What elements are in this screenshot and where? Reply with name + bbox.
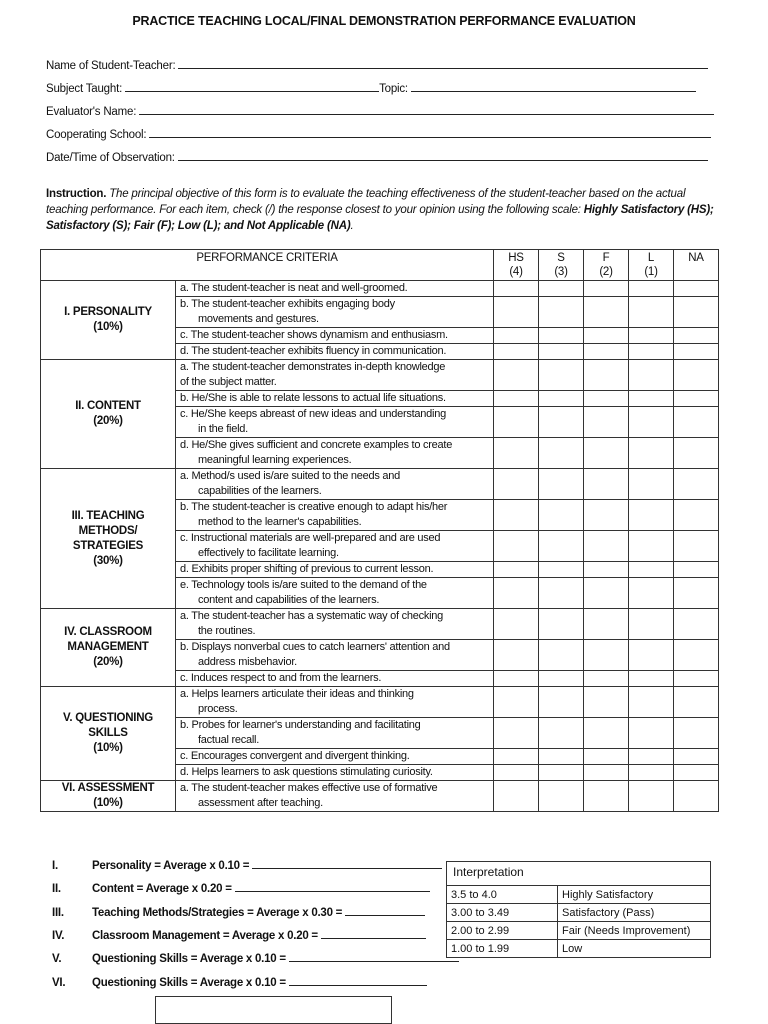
instruction-end: . <box>350 220 354 232</box>
rating-cell-na[interactable] <box>674 500 719 531</box>
rating-cell-s[interactable] <box>539 500 584 531</box>
rating-cell-l[interactable] <box>629 640 674 671</box>
student-teacher-line[interactable] <box>178 57 708 69</box>
rating-cell-s[interactable] <box>539 281 584 297</box>
rating-cell-l[interactable] <box>629 749 674 765</box>
criteria-item <box>176 765 494 781</box>
rating-cell-f[interactable] <box>584 562 629 578</box>
criteria-text: c. Encourages convergent and divergent thinking. <box>180 750 410 762</box>
criteria-item <box>176 407 494 438</box>
rating-cell-hs[interactable] <box>494 407 539 438</box>
criteria-text: b. The student-teacher is creative enough to adapt his/her <box>180 501 448 513</box>
summary-number: V. <box>52 953 62 966</box>
rating-cell-l[interactable] <box>629 578 674 609</box>
instruction-paragraph <box>46 186 722 234</box>
rating-cell-na[interactable] <box>674 469 719 500</box>
rating-cell-hs[interactable] <box>494 500 539 531</box>
rating-cell-f[interactable] <box>584 671 629 687</box>
rating-cell-hs[interactable] <box>494 609 539 640</box>
criteria-text-continued: factual recall. <box>198 734 260 746</box>
cooperating-school-field <box>46 126 711 141</box>
rating-cell-s[interactable] <box>539 469 584 500</box>
criteria-item <box>176 749 494 765</box>
category-label: I. PERSONALITY (10%) <box>41 281 176 360</box>
criteria-text: a. Method/s used is/are suited to the needs and <box>180 470 401 482</box>
rating-value: (3) <box>554 266 568 278</box>
rating-cell-na[interactable] <box>674 562 719 578</box>
subject-taught-line[interactable] <box>125 80 379 92</box>
date-time-line[interactable] <box>178 149 708 161</box>
rating-code: F <box>602 252 610 264</box>
criteria-text-continued: in the field. <box>198 423 248 435</box>
rating-code: L <box>647 252 655 264</box>
summary-number: III. <box>52 906 64 919</box>
interpretation-range: 2.00 to 2.99 <box>447 922 558 940</box>
criteria-text-continued: address misbehavior. <box>198 656 297 668</box>
rating-cell-hs[interactable] <box>494 765 539 781</box>
criteria-row <box>41 281 719 297</box>
evaluator-label: Evaluator's Name: <box>46 106 137 118</box>
rating-cell-f[interactable] <box>584 344 629 360</box>
rating-cell-hs[interactable] <box>494 578 539 609</box>
rating-cell-s[interactable] <box>539 781 584 812</box>
rating-cell-na[interactable] <box>674 281 719 297</box>
rating-cell-l[interactable] <box>629 671 674 687</box>
rating-cell-l[interactable] <box>629 281 674 297</box>
criteria-text: d. The student-teacher exhibits fluency in communication. <box>180 345 447 357</box>
criteria-text-continued: assessment after teaching. <box>198 797 323 809</box>
criteria-item <box>176 671 494 687</box>
topic-label: Topic: <box>379 83 408 95</box>
criteria-text-continued: method to the learner's capabilities. <box>198 516 362 528</box>
student-teacher-field <box>46 57 708 72</box>
criteria-row <box>41 609 719 640</box>
interpretation-meaning: Low <box>558 940 711 958</box>
interpretation-range: 1.00 to 1.99 <box>447 940 558 958</box>
rating-cell-l[interactable] <box>629 438 674 469</box>
interpretation-box <box>446 861 711 958</box>
rating-value: (4) <box>509 266 523 278</box>
rating-cell-s[interactable] <box>539 640 584 671</box>
rating-cell-l[interactable] <box>629 687 674 718</box>
rating-cell-l[interactable] <box>629 328 674 344</box>
criteria-row <box>41 360 719 391</box>
rating-cell-l[interactable] <box>629 391 674 407</box>
rating-cell-na[interactable] <box>674 671 719 687</box>
date-time-label: Date/Time of Observation: <box>46 152 175 164</box>
rating-cell-s[interactable] <box>539 562 584 578</box>
rating-cell-s[interactable] <box>539 578 584 609</box>
rating-cell-f[interactable] <box>584 578 629 609</box>
rating-cell-hs[interactable] <box>494 531 539 562</box>
rating-cell-f[interactable] <box>584 328 629 344</box>
rating-cell-s[interactable] <box>539 531 584 562</box>
rating-cell-na[interactable] <box>674 438 719 469</box>
rating-cell-l[interactable] <box>629 609 674 640</box>
criteria-text-continued: process. <box>198 703 238 715</box>
instruction-scale: Highly Satisfactory (HS); Satisfactory (S); Fair (F); Low (L); and Not Applicable (NA) <box>46 204 714 232</box>
rating-cell-f[interactable] <box>584 297 629 328</box>
interpretation-range: 3.5 to 4.0 <box>447 886 558 904</box>
interpretation-range: 3.00 to 3.49 <box>447 904 558 922</box>
interpretation-meaning: Satisfactory (Pass) <box>558 904 711 922</box>
rating-cell-s[interactable] <box>539 407 584 438</box>
rating-cell-s[interactable] <box>539 609 584 640</box>
criteria-text: d. Helps learners to ask questions stimulating curiosity. <box>180 766 433 778</box>
criteria-row <box>41 687 719 718</box>
student-teacher-label: Name of Student-Teacher: <box>46 60 176 72</box>
rating-cell-s[interactable] <box>539 438 584 469</box>
category-label: II. CONTENT (20%) <box>41 360 176 469</box>
criteria-item <box>176 562 494 578</box>
rating-cell-f[interactable] <box>584 391 629 407</box>
rating-cell-na[interactable] <box>674 609 719 640</box>
rating-cell-hs[interactable] <box>494 749 539 765</box>
interpretation-row <box>447 922 710 940</box>
criteria-text: c. He/She keeps abreast of new ideas and understanding <box>180 408 446 420</box>
summary-blank[interactable] <box>252 857 442 869</box>
rating-cell-hs[interactable] <box>494 344 539 360</box>
interpretation-row <box>447 940 710 958</box>
rating-cell-na[interactable] <box>674 407 719 438</box>
criteria-item <box>176 609 494 640</box>
summary-formula: Personality = Average x 0.10 = <box>92 860 250 872</box>
category-label: IV. CLASSROOM MANAGEMENT (20%) <box>41 609 176 687</box>
rating-cell-f[interactable] <box>584 640 629 671</box>
criteria-text: c. Instructional materials are well-prepared and are used <box>180 532 441 544</box>
criteria-item <box>176 531 494 562</box>
rating-cell-f[interactable] <box>584 469 629 500</box>
summary-line <box>52 904 425 919</box>
rating-code: S <box>557 252 565 264</box>
rating-header-f <box>584 250 629 281</box>
summary-formula: Content = Average x 0.20 = <box>92 883 232 896</box>
criteria-text: a. The student-teacher has a systematic way of checking <box>180 610 444 622</box>
rating-value: (2) <box>599 266 613 278</box>
rating-cell-f[interactable] <box>584 687 629 718</box>
summary-line <box>52 974 427 989</box>
summary-number: VI. <box>52 976 66 989</box>
rating-cell-f[interactable] <box>584 500 629 531</box>
cooperating-school-label: Cooperating School: <box>46 129 147 141</box>
criteria-text-continued: effectively to facilitate learning. <box>198 547 339 559</box>
criteria-item <box>176 328 494 344</box>
criteria-text-continued: capabilities of the learners. <box>198 485 322 497</box>
evaluator-line[interactable] <box>139 103 714 115</box>
rating-cell-l[interactable] <box>629 297 674 328</box>
summary-blank[interactable] <box>289 974 427 986</box>
rating-cell-s[interactable] <box>539 360 584 391</box>
interpretation-meaning: Fair (Needs Improvement) <box>558 922 711 940</box>
rating-cell-l[interactable] <box>629 500 674 531</box>
date-time-field <box>46 149 708 164</box>
rating-header-s <box>539 250 584 281</box>
criteria-row <box>41 781 719 812</box>
criteria-item <box>176 438 494 469</box>
category-label: VI. ASSESSMENT (10%) <box>41 781 176 812</box>
rating-value: (1) <box>644 266 658 278</box>
rating-cell-hs[interactable] <box>494 438 539 469</box>
summary-number: II. <box>52 883 61 896</box>
criteria-text: e. Technology tools is/are suited to the demand of the <box>180 579 427 591</box>
subject-taught-label: Subject Taught: <box>46 83 123 95</box>
summary-formula: Questioning Skills = Average x 0.10 = <box>92 953 286 966</box>
rating-cell-na[interactable] <box>674 749 719 765</box>
rating-cell-f[interactable] <box>584 765 629 781</box>
rating-cell-na[interactable] <box>674 328 719 344</box>
performance-criteria-header: PERFORMANCE CRITERIA <box>41 250 494 281</box>
rating-cell-s[interactable] <box>539 749 584 765</box>
rating-cell-na[interactable] <box>674 578 719 609</box>
category-label: V. QUESTIONING SKILLS (10%) <box>41 687 176 781</box>
rating-header-hs <box>494 250 539 281</box>
topic-line[interactable] <box>411 80 696 92</box>
rating-cell-hs[interactable] <box>494 469 539 500</box>
rating-cell-l[interactable] <box>629 360 674 391</box>
criteria-row <box>41 469 719 500</box>
summary-number: IV. <box>52 929 65 942</box>
rating-cell-hs[interactable] <box>494 360 539 391</box>
rating-cell-hs[interactable] <box>494 781 539 812</box>
criteria-text: b. The student-teacher exhibits engaging body <box>180 298 395 310</box>
rating-cell-l[interactable] <box>629 562 674 578</box>
rating-cell-f[interactable] <box>584 281 629 297</box>
rating-cell-na[interactable] <box>674 344 719 360</box>
rating-cell-hs[interactable] <box>494 562 539 578</box>
criteria-item <box>176 640 494 671</box>
rating-cell-hs[interactable] <box>494 297 539 328</box>
rating-cell-s[interactable] <box>539 391 584 407</box>
summary-number: I. <box>52 860 58 872</box>
rating-cell-hs[interactable] <box>494 671 539 687</box>
rating-cell-hs[interactable] <box>494 687 539 718</box>
criteria-text: b. Displays nonverbal cues to catch learners' attention and <box>180 641 450 653</box>
summary-blank[interactable] <box>289 950 459 962</box>
rating-cell-na[interactable] <box>674 687 719 718</box>
rating-cell-f[interactable] <box>584 531 629 562</box>
criteria-text: b. Probes for learner's understanding and facilitating <box>180 719 421 731</box>
summary-blank[interactable] <box>235 880 430 892</box>
rating-cell-f[interactable] <box>584 438 629 469</box>
interpretation-row <box>447 904 710 922</box>
subject-topic-field <box>46 80 696 95</box>
criteria-text-continued: meaningful learning experiences. <box>198 454 352 466</box>
rating-cell-f[interactable] <box>584 781 629 812</box>
summary-blank[interactable] <box>345 904 425 916</box>
rating-cell-hs[interactable] <box>494 328 539 344</box>
criteria-item <box>176 344 494 360</box>
criteria-item <box>176 281 494 297</box>
rating-cell-s[interactable] <box>539 344 584 360</box>
criteria-text-continued: movements and gestures. <box>198 313 319 325</box>
category-label: III. TEACHING METHODS/ STRATEGIES (30%) <box>41 469 176 609</box>
rating-cell-l[interactable] <box>629 718 674 749</box>
instruction-body: The principal objective of this form is to evaluate the teaching effectiveness of the student-teacher based on the actual teaching performance. For each item, check (/) the response closest to your opinion using the following scale: <box>46 188 686 216</box>
total-score-box[interactable] <box>155 996 392 1024</box>
rating-code: NA <box>688 252 704 264</box>
rating-cell-f[interactable] <box>584 749 629 765</box>
rating-cell-na[interactable] <box>674 765 719 781</box>
criteria-text: a. Helps learners articulate their ideas and thinking <box>180 688 414 700</box>
rating-cell-l[interactable] <box>629 407 674 438</box>
summary-line <box>52 857 442 872</box>
rating-cell-na[interactable] <box>674 360 719 391</box>
interpretation-title: Interpretation <box>447 862 710 886</box>
criteria-item <box>176 391 494 407</box>
rating-cell-hs[interactable] <box>494 718 539 749</box>
rating-cell-na[interactable] <box>674 781 719 812</box>
criteria-text: c. The student-teacher shows dynamism and enthusiasm. <box>180 329 448 341</box>
rating-cell-l[interactable] <box>629 344 674 360</box>
rating-cell-s[interactable] <box>539 718 584 749</box>
evaluator-field <box>46 103 714 118</box>
rating-cell-na[interactable] <box>674 297 719 328</box>
rating-cell-s[interactable] <box>539 328 584 344</box>
instruction-lead: Instruction. <box>46 188 107 200</box>
summary-formula: Questioning Skills = Average x 0.10 = <box>92 976 286 989</box>
criteria-text: d. Exhibits proper shifting of previous to current lesson. <box>180 563 434 575</box>
rating-cell-f[interactable] <box>584 609 629 640</box>
criteria-text-continued: content and capabilities of the learners. <box>198 594 380 606</box>
cooperating-school-line[interactable] <box>149 126 711 138</box>
interpretation-meaning: Highly Satisfactory <box>562 888 654 901</box>
interpretation-row <box>447 886 710 904</box>
rating-cell-f[interactable] <box>584 360 629 391</box>
criteria-item <box>176 687 494 718</box>
rating-cell-hs[interactable] <box>494 640 539 671</box>
criteria-item <box>176 718 494 749</box>
rating-header-l <box>629 250 674 281</box>
summary-line <box>52 880 430 895</box>
rating-cell-f[interactable] <box>584 407 629 438</box>
rating-cell-s[interactable] <box>539 297 584 328</box>
summary-line <box>52 927 426 942</box>
rating-cell-l[interactable] <box>629 781 674 812</box>
criteria-text: a. The student-teacher makes effective use of formative <box>180 782 438 794</box>
rating-header-na <box>674 250 719 281</box>
rating-cell-hs[interactable] <box>494 391 539 407</box>
rating-cell-na[interactable] <box>674 391 719 407</box>
rating-cell-s[interactable] <box>539 687 584 718</box>
criteria-text: d. He/She gives sufficient and concrete examples to create <box>180 439 453 451</box>
rating-cell-s[interactable] <box>539 671 584 687</box>
criteria-item <box>176 500 494 531</box>
rating-code: HS <box>508 252 524 264</box>
summary-blank[interactable] <box>321 927 426 939</box>
form-title: PRACTICE TEACHING LOCAL/FINAL DEMONSTRATION PERFORMANCE EVALUATION <box>132 14 636 28</box>
criteria-text: a. The student-teacher is neat and well-groomed. <box>180 282 408 294</box>
summary-line <box>52 950 459 965</box>
criteria-item <box>176 781 494 812</box>
rating-cell-hs[interactable] <box>494 281 539 297</box>
rating-cell-f[interactable] <box>584 718 629 749</box>
criteria-item <box>176 297 494 328</box>
criteria-item <box>176 578 494 609</box>
criteria-text: a. The student-teacher demonstrates in-depth knowledge of the subject matter. <box>180 361 446 388</box>
evaluation-table <box>40 249 719 812</box>
rating-cell-l[interactable] <box>629 765 674 781</box>
summary-formula: Classroom Management = Average x 0.20 = <box>92 929 318 942</box>
rating-cell-l[interactable] <box>629 469 674 500</box>
criteria-text-continued: the routines. <box>198 625 256 637</box>
criteria-item <box>176 469 494 500</box>
criteria-item <box>176 360 494 391</box>
criteria-text: b. He/She is able to relate lessons to actual life situations. <box>180 392 446 404</box>
rating-cell-na[interactable] <box>674 640 719 671</box>
criteria-text: c. Induces respect to and from the learners. <box>180 672 382 684</box>
rating-cell-s[interactable] <box>539 765 584 781</box>
summary-formula: Teaching Methods/Strategies = Average x 0.30 = <box>92 906 343 919</box>
rating-cell-l[interactable] <box>629 531 674 562</box>
rating-cell-na[interactable] <box>674 718 719 749</box>
rating-cell-na[interactable] <box>674 531 719 562</box>
